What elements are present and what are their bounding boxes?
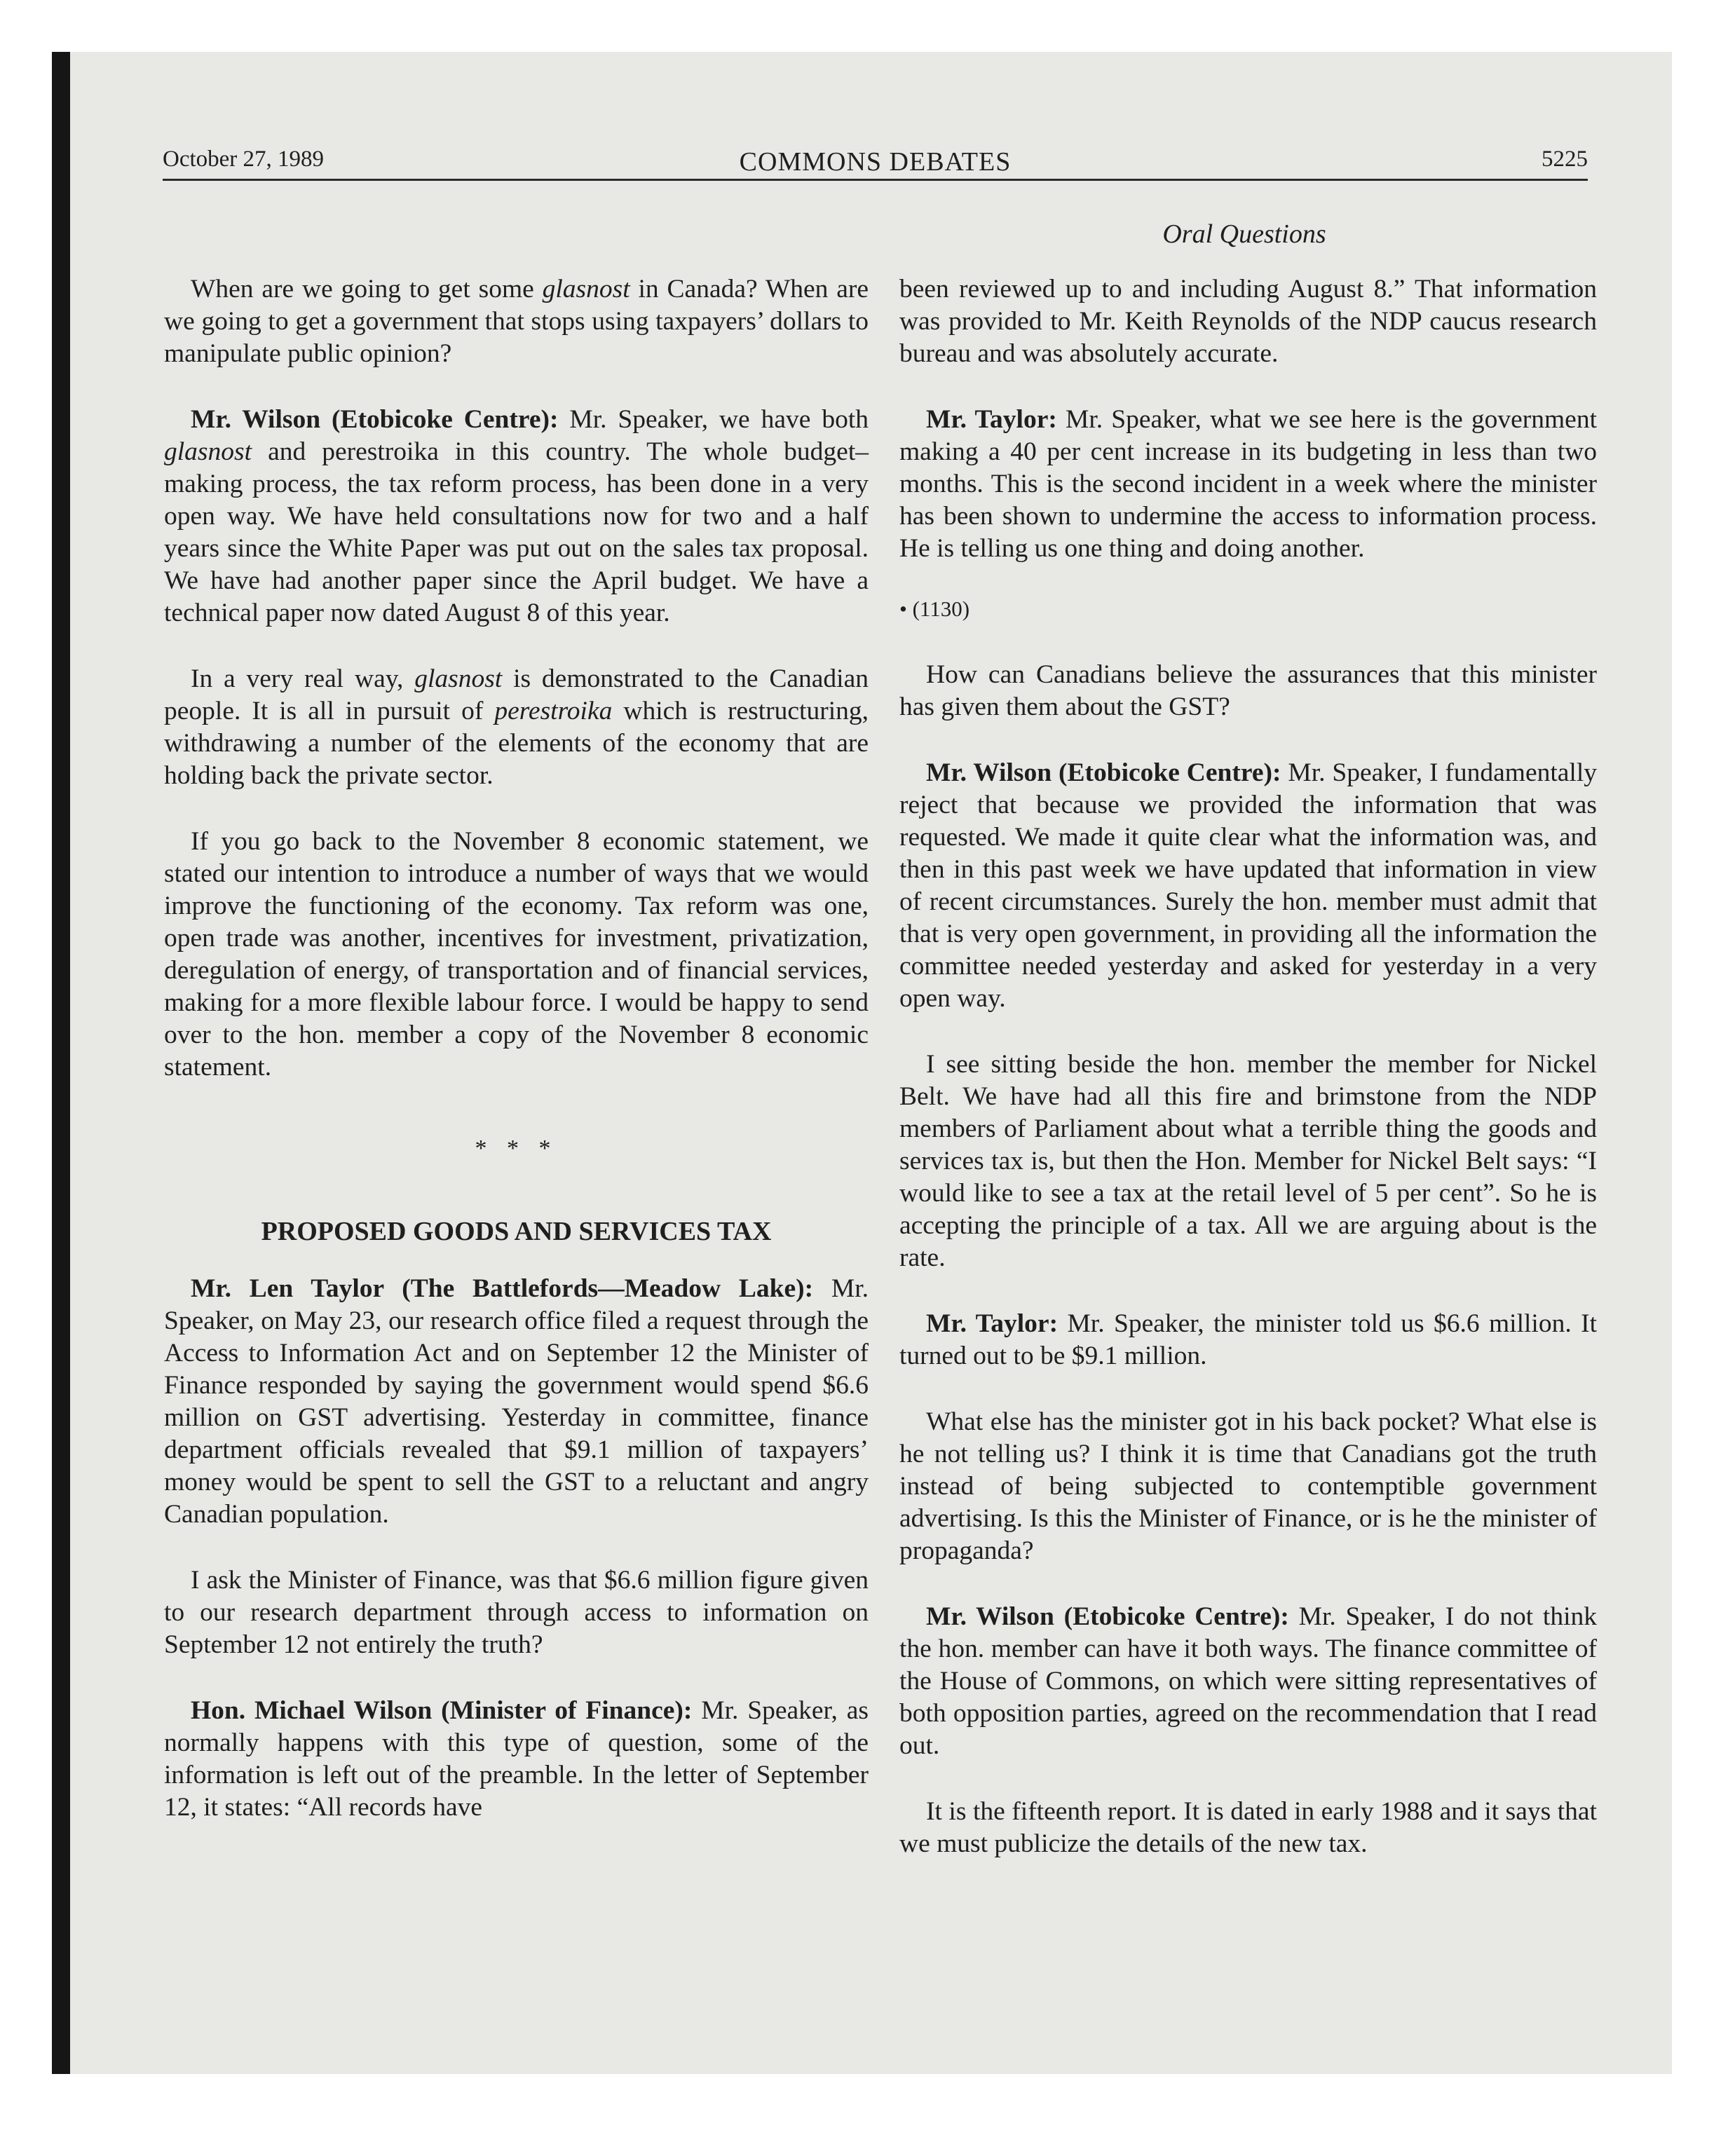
text: in Canada? When are we going to get a government that stops using taxpayers’ dollars to manipulate public opinion? xyxy=(164,275,869,368)
speaker-name: Mr. Taylor: xyxy=(926,1309,1059,1338)
text: Mr. Speaker, on May 23, our research office filed a request through the Access to Information Act and on September 12 the Minister of Finance responded by saying the government would spend $6.6 million on GST advertising. Yesterday in committee, finance department officials revealed that $9.1 million of taxpayers’ money would be spent to sell the GST to a reluctant and angry Canadian population. xyxy=(164,1274,869,1529)
text: and perestroika in this country. The whole budget–making process, the tax reform process, has been done in a very open way. We have held consultations now for two and a half years since the White Paper was put out on the sales tax proposal. We have had another paper since the April budget. We have a technical paper now dated August 8 of this year. xyxy=(164,437,869,627)
paragraph xyxy=(164,1273,869,1531)
italic-term: glasnost xyxy=(414,664,503,693)
paragraph xyxy=(164,1695,869,1824)
left-column xyxy=(164,273,869,1857)
paragraph: It is the fifteenth report. It is dated in early 1988 and it says that we must publicize the details of the new tax. xyxy=(899,1797,1597,1858)
text: is demonstrated to the Canadian people. It is all in pursuit of xyxy=(164,664,869,725)
text: which is restructuring, withdrawing a number of the elements of the economy that are holding back the private sector. xyxy=(164,697,869,790)
speaker-name: Mr. Wilson (Etobicoke Centre): xyxy=(191,405,559,434)
header-date: October 27, 1989 xyxy=(163,146,325,172)
speaker-name: Mr. Wilson (Etobicoke Centre): xyxy=(926,758,1281,787)
scan-edge xyxy=(52,52,70,2074)
speaker-name: Hon. Michael Wilson (Minister of Finance): xyxy=(191,1696,693,1725)
paragraph: I ask the Minister of Finance, was that $6.6 million figure given to our research department through access to information on September 12 not entirely the truth? xyxy=(164,1566,869,1659)
paragraph: If you go back to the November 8 economic statement, we stated our intention to introduce a number of ways that we would improve the functioning of the economy. Tax reform was one, open trade was another, incentives for investment, privatization, deregulation of energy, of transportation and of financial services, making for a more flexible labour force. I would be happy to send over to the hon. member a copy of the November 8 economic statement. xyxy=(164,827,869,1082)
speaker-name: Mr. Wilson (Etobicoke Centre): xyxy=(926,1602,1289,1631)
section-heading: PROPOSED GOODS AND SERVICES TAX xyxy=(261,1217,772,1246)
speaker-name: Mr. Taylor: xyxy=(926,405,1057,434)
section-label: Oral Questions xyxy=(1162,219,1326,249)
text: Mr. Speaker, as normally happens with this type of question, some of the information is left out of the preamble. In the letter of September 12, it states: “All records have xyxy=(164,1696,869,1822)
header-title: COMMONS DEBATES xyxy=(739,147,1012,177)
page-number: 5225 xyxy=(1542,146,1588,172)
paragraph: What else has the minister got in his back pocket? What else is he not telling us? I think it is time that Canadians got the truth instead of being subjected to contemptible government advertising. Is this the Minister of Finance, or is he the minister of propaganda? xyxy=(899,1407,1597,1565)
italic-term: glasnost xyxy=(164,437,252,466)
right-column xyxy=(899,273,1597,1894)
paragraph: How can Canadians believe the assurances that this minister has given them about the GST? xyxy=(899,660,1597,721)
text: Mr. Speaker, we have both xyxy=(558,405,869,434)
paragraph xyxy=(164,404,869,629)
paragraph xyxy=(899,1308,1597,1372)
timestamp: • (1130) xyxy=(899,596,970,621)
text: Mr. Speaker, I do not think the hon. member can have it both ways. The finance committee of the House of Commons, on which were sitting representatives of both opposition parties, agreed on the recommendation that I read out. xyxy=(899,1602,1598,1760)
section-separator: * * * xyxy=(475,1135,558,1161)
paragraph xyxy=(899,1601,1597,1762)
text: In a very real way, xyxy=(191,664,415,693)
paragraph: been reviewed up to and including August 8.” That information was provided to Mr. Keith Reynolds of the NDP caucus research bureau and was absolutely accurate. xyxy=(899,275,1597,368)
speaker-name: Mr. Len Taylor (The Battlefords—Meadow Lake): xyxy=(191,1274,814,1303)
text: Mr. Speaker, what we see here is the government making a 40 per cent increase in its budgeting in less than two months. This is the second incident in a week where the minister has been shown to undermine the access to information process. He is telling us one thing and doing another. xyxy=(899,405,1597,563)
italic-term: glasnost xyxy=(542,275,630,303)
text: Mr. Speaker, the minister told us $6.6 million. It turned out to be $9.1 million. xyxy=(899,1309,1597,1370)
paragraph xyxy=(164,663,869,792)
text: When are we going to get some xyxy=(191,275,543,303)
italic-term: perestroika xyxy=(494,697,613,725)
text: Mr. Speaker, I fundamentally reject that because we provided the information that was requested. We made it quite clear what the information was, and then in this past week we have updated that information in view of recent circumstances. Surely the hon. member must admit that that is very open government, in providing all the information the committee needed yesterday and asked for yesterday in a very open way. xyxy=(899,758,1597,1013)
running-header xyxy=(163,144,1588,181)
paragraph: I see sitting beside the hon. member the member for Nickel Belt. We have had all this fire and brimstone from the NDP members of Parliament about what a terrible thing the goods and services tax is, but then the Hon. Member for Nickel Belt says: “I would like to see a tax at the retail level of 5 per cent”. So he is accepting the principle of a tax. All we are arguing about is the rate. xyxy=(899,1050,1597,1272)
paragraph xyxy=(899,404,1597,565)
paragraph xyxy=(164,273,869,370)
paragraph xyxy=(899,757,1597,1015)
